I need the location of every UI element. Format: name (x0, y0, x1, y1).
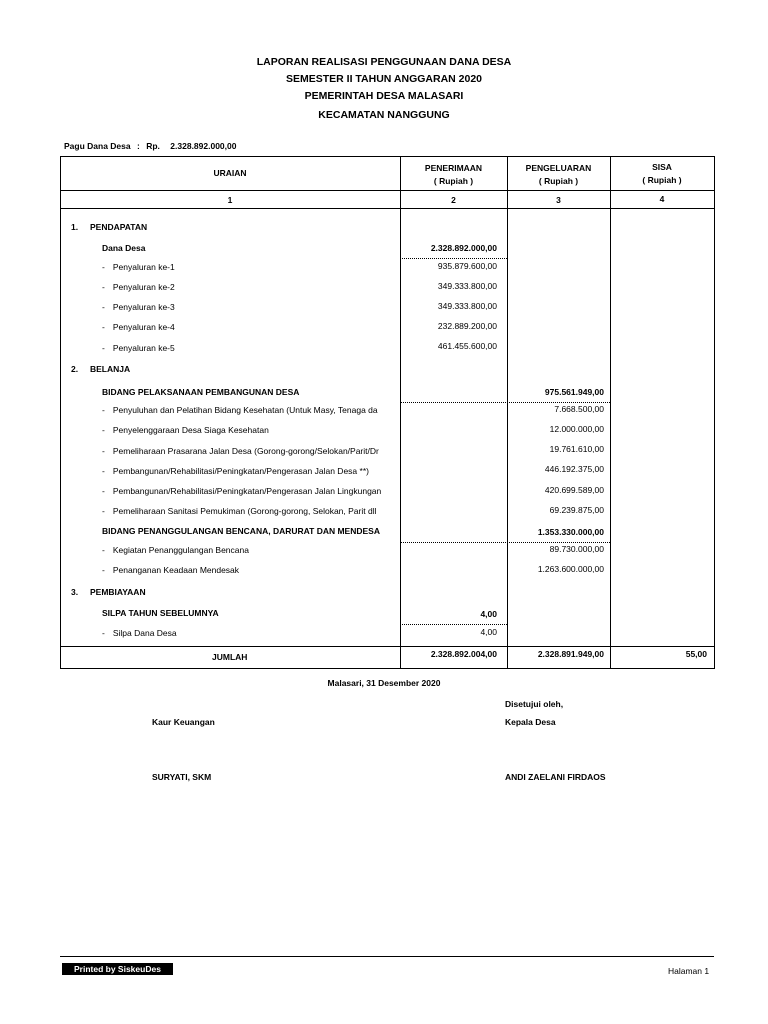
list-item: - Pembangunan/Rehabilitasi/Peningkatan/Pengerasan Jalan Lingkungan (102, 486, 382, 496)
approved-by: Disetujui oleh, (505, 699, 564, 709)
jumlah-label: JUMLAH (212, 652, 248, 662)
report-semester: SEMESTER II TAHUN ANGGARAN 2020 (285, 73, 483, 85)
list-item: - Penyaluran ke-1 (102, 262, 175, 272)
report-district: KECAMATAN NANGGUNG (318, 109, 450, 121)
list-item-value: 420.699.589,00 (544, 485, 604, 495)
pagu-label: Pagu Dana Desa (64, 141, 131, 151)
list-item-value: 69.239.875,00 (549, 505, 604, 515)
jumlah-penerimaan: 2.328.892.004,00 (430, 649, 497, 659)
pagu-line (64, 141, 236, 151)
list-item: - Penyuluhan dan Pelatihan Bidang Kesehatan (Untuk Masy, Tenaga da (102, 405, 378, 415)
col-penerimaan-unit: ( Rupiah ) (433, 176, 474, 186)
list-item-value: 461.455.600,00 (437, 341, 497, 351)
col-pengeluaran: PENGELUARAN (525, 163, 592, 173)
report-village: PEMERINTAH DESA MALASARI (304, 90, 464, 102)
left-signer-name: SURYATI, SKM (152, 772, 212, 782)
bidang-bencana-total: 1.353.330.000,00 (537, 527, 604, 537)
printed-by-badge: Printed by SiskeuDes (62, 963, 173, 975)
left-signer-role: Kaur Keuangan (152, 717, 215, 727)
page-number: Halaman 1 (668, 966, 710, 976)
col-uraian: URAIAN (213, 168, 247, 178)
silpa-total: 4,00 (480, 609, 497, 619)
list-item-value: 19.761.610,00 (549, 444, 604, 454)
pagu-sep: : (137, 141, 140, 151)
list-item: - Kegiatan Penanggulangan Bencana (102, 545, 249, 555)
col-sisa: SISA (652, 162, 672, 172)
silpa-label: SILPA TAHUN SEBELUMNYA (102, 608, 219, 618)
list-item-value: 232.889.200,00 (437, 321, 497, 331)
list-item: - Penyelenggaraan Desa Siaga Kesehatan (102, 425, 269, 435)
list-item: - Penyaluran ke-4 (102, 322, 175, 332)
bidang-pembangunan-total: 975.561.949,00 (544, 387, 604, 397)
col-number-1: 1 (227, 195, 233, 205)
section-pendapatan: PENDAPATAN (90, 222, 148, 232)
col-pengeluaran-unit: ( Rupiah ) (538, 176, 579, 186)
col-number-3: 3 (556, 195, 561, 205)
col-number-4: 4 (659, 194, 665, 204)
list-item-value: 446.192.375,00 (544, 464, 604, 474)
list-item: - Pemeliharaan Prasarana Jalan Desa (Gorong-gorong/Selokan/Parit/Dr (102, 446, 379, 456)
jumlah-pengeluaran: 2.328.891.949,00 (537, 649, 604, 659)
report-title: LAPORAN REALISASI PENGGUNAAN DANA DESA (256, 56, 512, 68)
list-item-value: 7.668.500,00 (554, 404, 604, 414)
list-item-value: 4,00 (480, 627, 497, 637)
section-number: 3. (71, 587, 79, 597)
list-item-value: 349.333.800,00 (437, 281, 497, 291)
list-item-value: 349.333.800,00 (437, 301, 497, 311)
bidang-pembangunan-label: BIDANG PELAKSANAAN PEMBANGUNAN DESA (102, 387, 300, 397)
section-number: 1. (71, 222, 79, 232)
list-item-value: 89.730.000,00 (549, 544, 604, 554)
list-item-value: 1.263.600.000,00 (537, 564, 604, 574)
section-number: 2. (71, 364, 79, 374)
list-item: - Penyaluran ke-2 (102, 282, 175, 292)
list-item: - Penanganan Keadaan Mendesak (102, 565, 240, 575)
col-sisa-unit: ( Rupiah ) (642, 175, 682, 185)
right-signer-role: Kepala Desa (505, 717, 556, 727)
list-item-value: 12.000.000,00 (549, 424, 604, 434)
list-item: - Silpa Dana Desa (102, 628, 177, 638)
section-pembiayaan: PEMBIAYAAN (90, 587, 146, 597)
col-penerimaan: PENERIMAAN (424, 163, 483, 173)
col-number-2: 2 (451, 195, 456, 205)
list-item: - Pemeliharaan Sanitasi Pemukiman (Gorong-gorong, Selokan, Parit dll (102, 506, 377, 516)
list-item: - Penyaluran ke-3 (102, 302, 175, 312)
pagu-currency: Rp. (146, 141, 160, 151)
pagu-value: 2.328.892.000,00 (170, 141, 237, 151)
list-item: - Pembangunan/Rehabilitasi/Peningkatan/Pengerasan Jalan Desa **) (102, 466, 369, 476)
dana-desa-total: 2.328.892.000,00 (430, 243, 497, 253)
section-belanja: BELANJA (90, 364, 131, 374)
jumlah-sisa: 55,00 (685, 649, 707, 659)
list-item-value: 935.879.600,00 (437, 261, 497, 271)
place-date: Malasari, 31 Desember 2020 (327, 678, 441, 688)
dana-desa-label: Dana Desa (102, 243, 146, 253)
list-item: - Penyaluran ke-5 (102, 343, 175, 353)
bidang-bencana-label: BIDANG PENANGGULANGAN BENCANA, DARURAT DAN MENDESA (102, 526, 380, 536)
right-signer-name: ANDI ZAELANI FIRDAOS (505, 772, 606, 782)
